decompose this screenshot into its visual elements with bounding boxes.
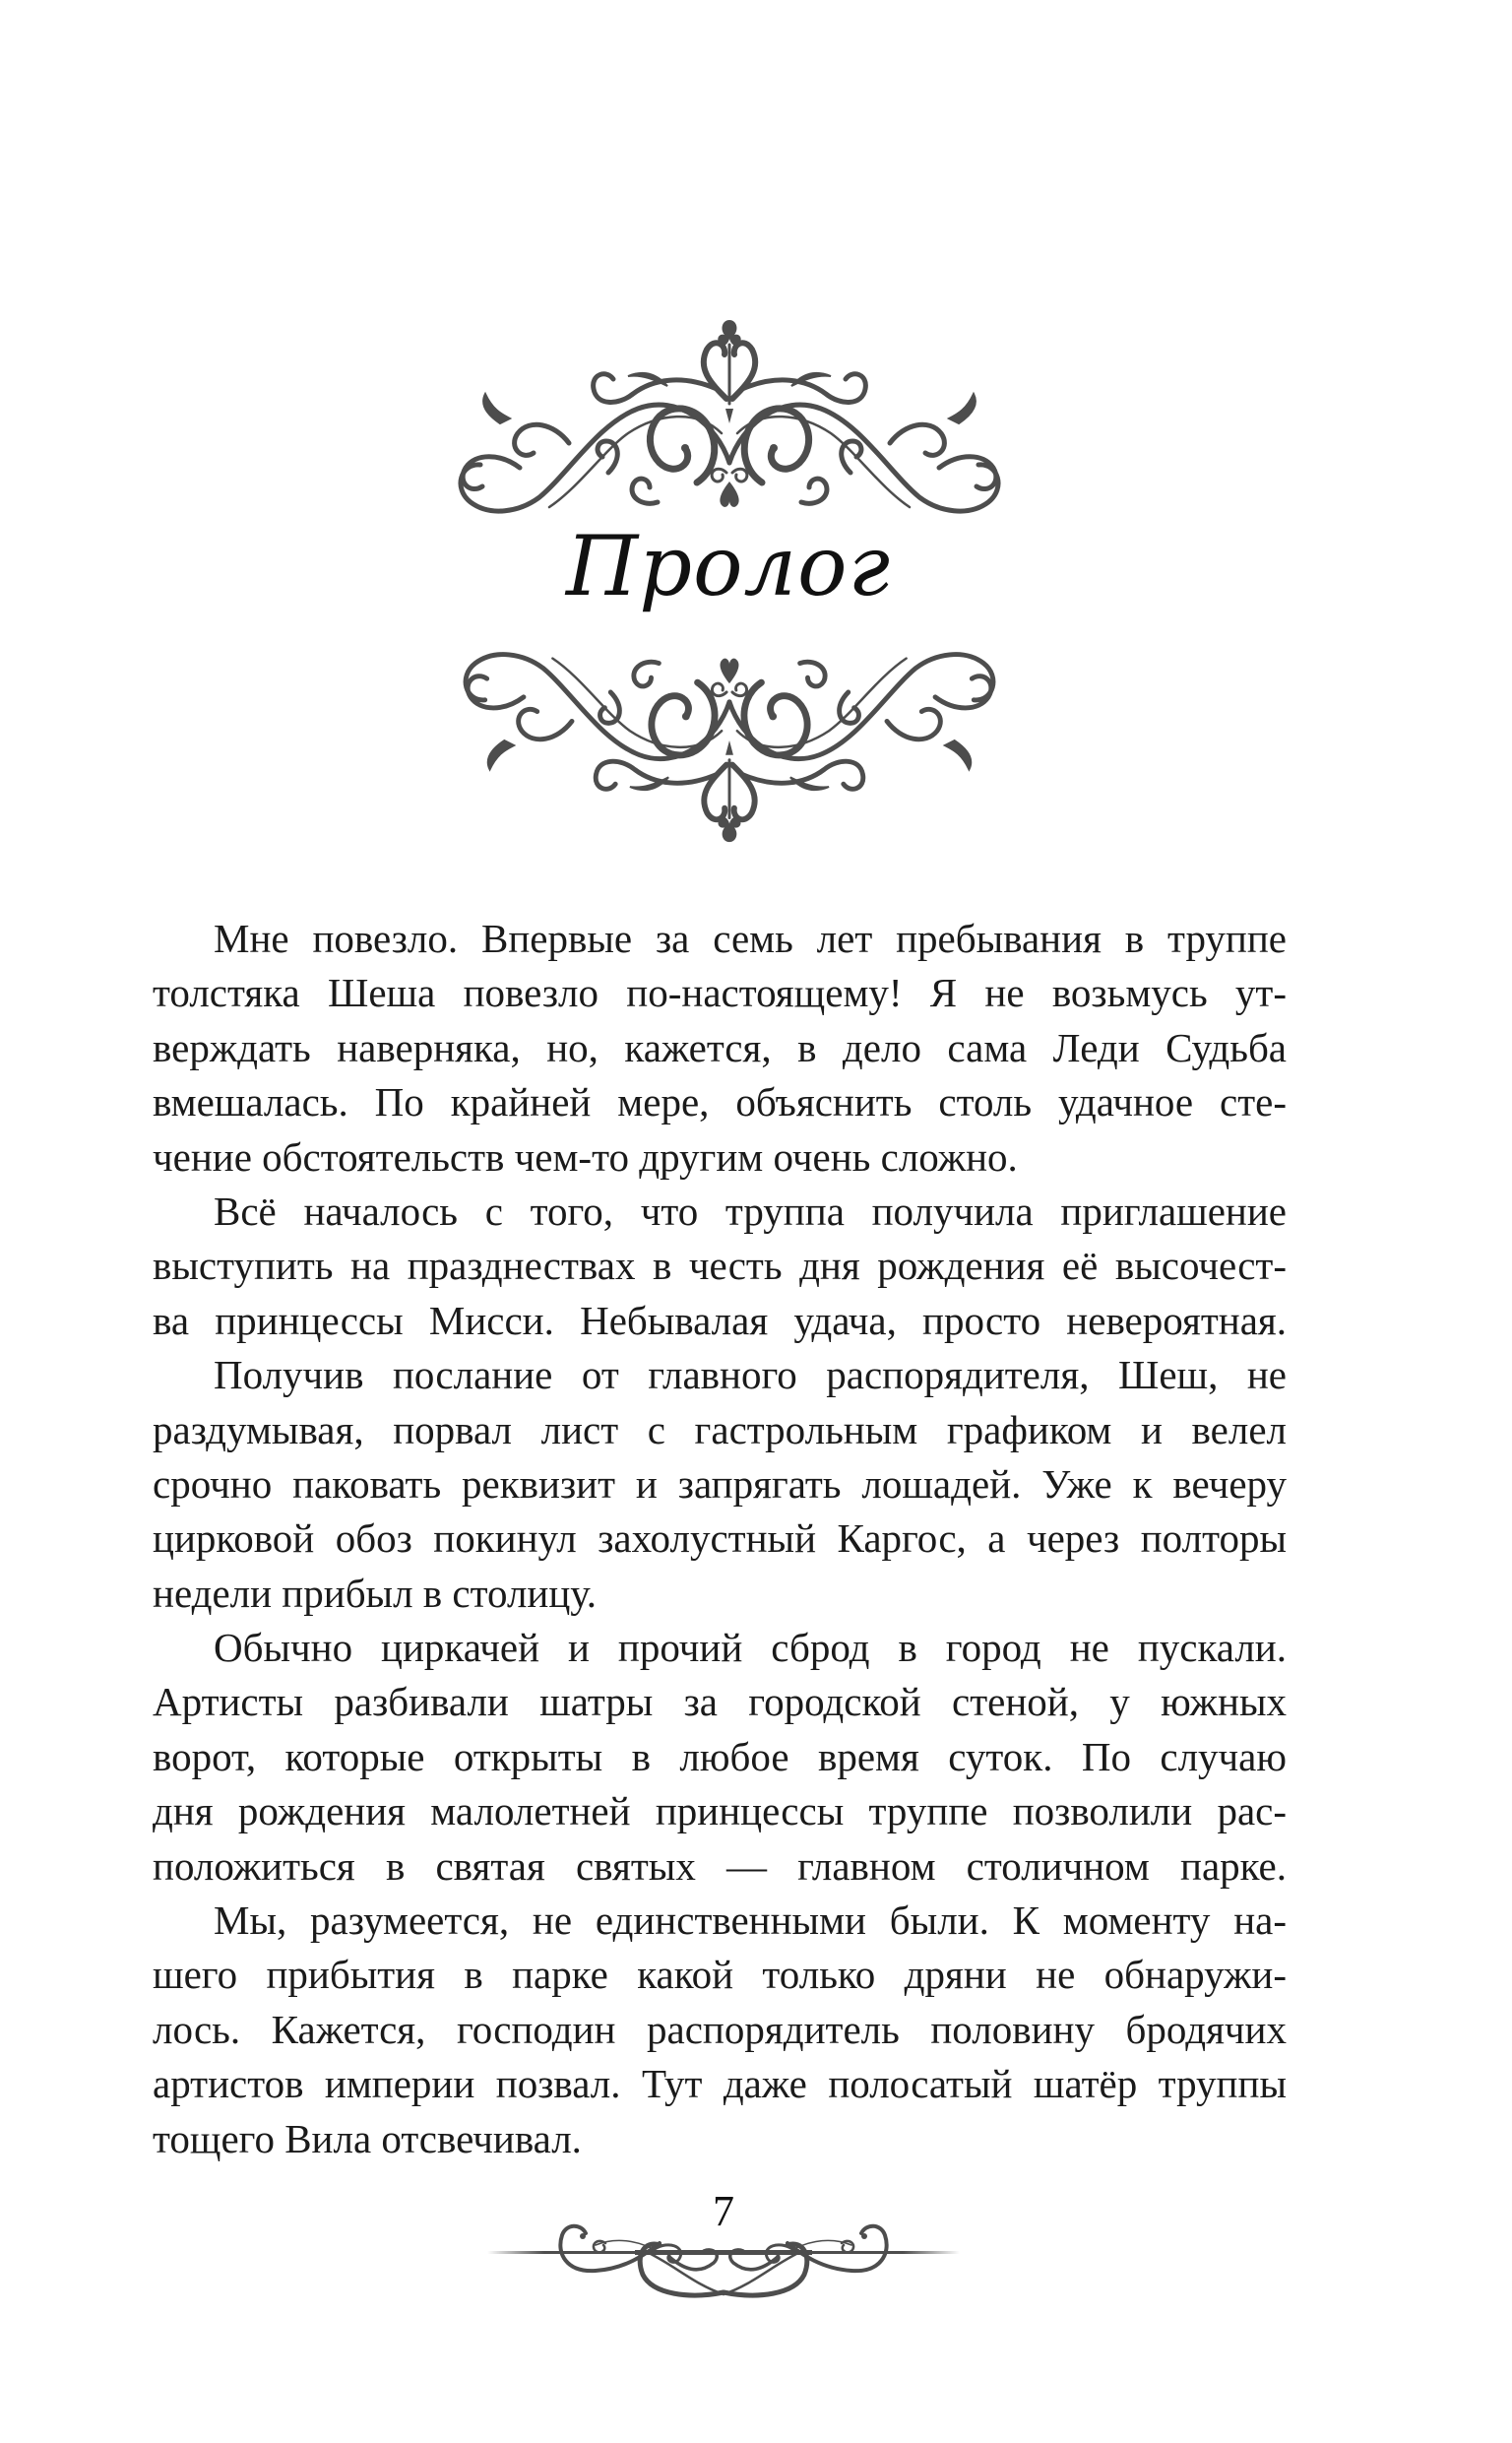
paragraph [153, 1185, 1287, 1348]
text-line: Артисты разбивали шатры за городской стеной, у южных [153, 1679, 1287, 1725]
paragraph [153, 912, 1287, 1185]
text-line: чение обстоятельств чем-то другим очень сложно. [153, 1133, 1018, 1180]
text-line: Мне повезло. Впервые за семь лет пребывания в труппе [214, 916, 1287, 961]
paragraph [153, 1348, 1287, 1621]
text-line: цирковой обоз покинул захолустный Каргос, а через полторы [153, 1515, 1287, 1562]
chapter-title: Пролог [565, 518, 892, 614]
text-line: Обычно циркачей и прочий сброд в город не пускали. [214, 1625, 1287, 1671]
text-line: артистов империи позвал. Тут даже полосатый шатёр труппы [153, 2061, 1287, 2107]
text-line: Получив послание от главного распорядителя, Шеш, не [214, 1352, 1287, 1398]
text-line: тощего Вила отсвечивал. [153, 2115, 582, 2161]
text-line: Мы, разумеется, не единственными были. К моменту на- [214, 1897, 1287, 1944]
text-line: вмешалась. По крайней мере, объяснить столь удачное сте- [153, 1079, 1287, 1125]
paragraph [153, 1621, 1287, 1894]
text-line: шего прибытия в парке какой только дряни не обнаружи- [153, 1952, 1287, 1998]
text-line: толстяка Шеша повезло по-настоящему! Я не возьмусь ут- [153, 970, 1287, 1016]
text-line: верждать наверняка, но, кажется, в дело сама Леди Судьба [153, 1024, 1287, 1070]
text-line: положиться в святая святых — главном столичном парке. [153, 1842, 1287, 1889]
text-line: дня рождения малолетней принцессы труппе позволили рас- [153, 1788, 1287, 1834]
text-line: срочно паковать реквизит и запрягать лошадей. Уже к вечеру [153, 1460, 1287, 1507]
text-line: лось. Кажется, господин распорядитель половину бродячих [153, 2006, 1287, 2052]
paragraph [153, 1894, 1287, 2166]
flourish-bottom-icon [431, 638, 1028, 847]
page-number: 7 [713, 2187, 734, 2235]
text-line: раздумывая, порвал лист с гастрольным графиком и велел [153, 1406, 1287, 1452]
text-line: ворот, которые открыты в любое время суток. По случаю [153, 1733, 1287, 1779]
text-line: недели прибыл в столицу. [153, 1570, 597, 1616]
flourish-folio-icon [487, 2216, 960, 2306]
flourish-top-icon [431, 315, 1028, 528]
text-line: Всё началось с того, что труппа получила приглашение [214, 1188, 1287, 1234]
chapter-body [153, 912, 1287, 2166]
text-line: ва принцессы Мисси. Небывалая удача, просто невероятная. [153, 1297, 1287, 1343]
text-line: выступить на празднествах в честь дня рождения её высочест- [153, 1243, 1287, 1289]
